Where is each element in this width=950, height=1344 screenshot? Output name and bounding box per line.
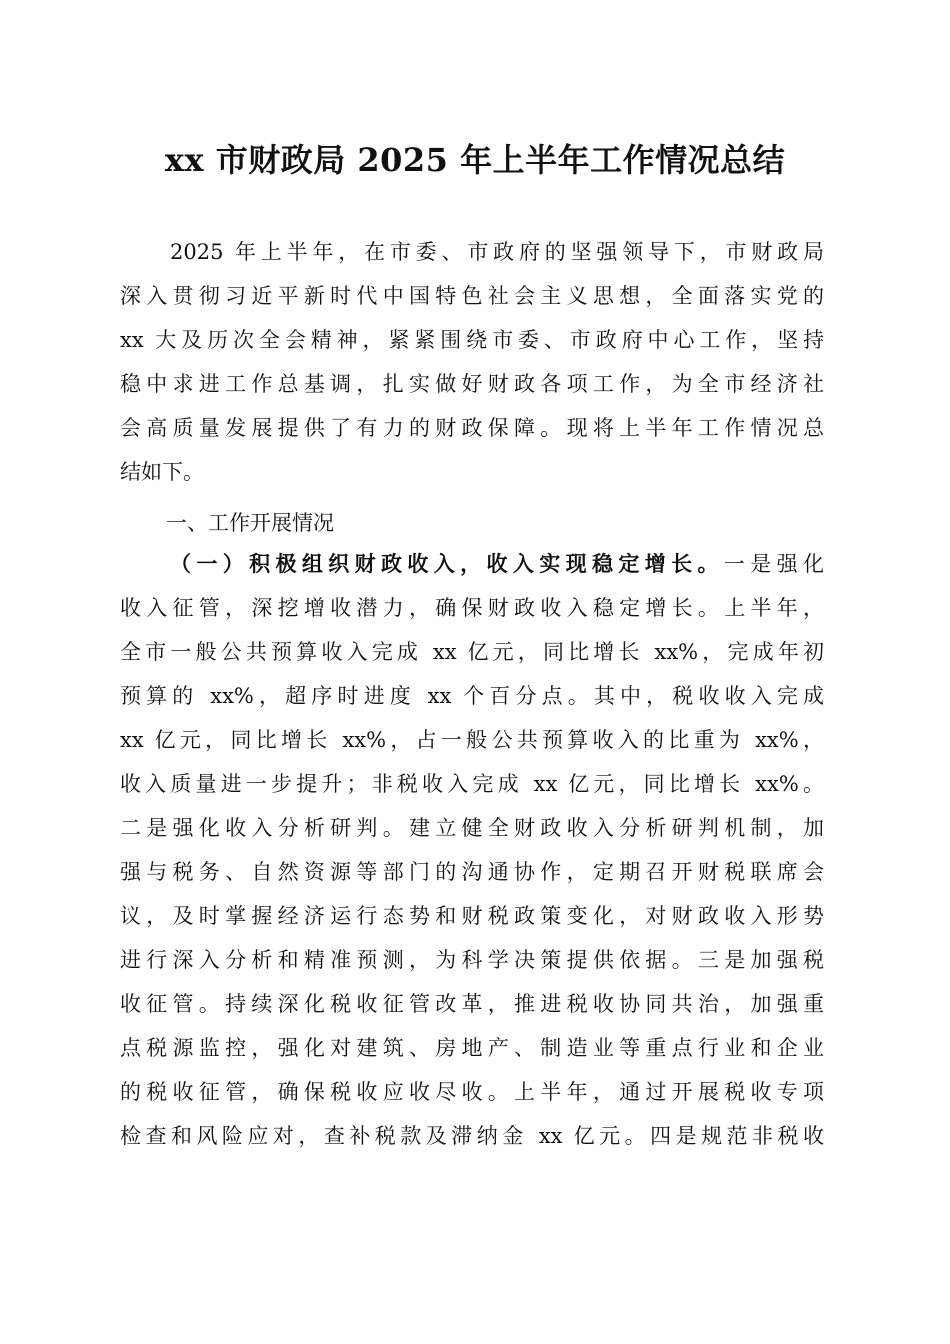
paragraph-line: 结如下。 [120, 460, 204, 484]
paragraph-line: 2025 年上半年，在市委、市政府的坚强领导下，市财政局 [170, 240, 824, 264]
document-title: xx 市财政局 2025 年上半年工作情况总结 [164, 141, 786, 179]
paragraph-line: xx 大及历次全会精神，紧紧围绕市委、市政府中心工作，坚持 [120, 328, 824, 352]
paragraph-line: 议，及时掌握经济运行态势和财税政策变化，对财政收入形势 [120, 904, 824, 928]
paragraph-line: 二是强化收入分析研判。建立健全财政收入分析研判机制，加 [120, 816, 824, 840]
paragraph-line: 收征管。持续深化税收征管改革，推进税收协同共治，加强重 [120, 992, 824, 1016]
subsection-lead: （一）积极组织财政收入，收入实现稳定增长。 [170, 551, 724, 576]
paragraph-line: 的税收征管，确保税收应收尽收。上半年，通过开展税收专项 [120, 1080, 824, 1104]
paragraph-line: 会高质量发展提供了有力的财政保障。现将上半年工作情况总 [120, 416, 824, 440]
paragraph-line: 收入征管，深挖增收潜力，确保财政收入稳定增长。上半年， [120, 596, 824, 620]
paragraph-line: 全市一般公共预算收入完成 xx 亿元，同比增长 xx%，完成年初 [120, 640, 824, 664]
paragraph-line: 预算的 xx%，超序时进度 xx 个百分点。其中，税收收入完成 [120, 684, 824, 708]
subsection-first-line [170, 549, 824, 579]
paragraph-line: 进行深入分析和精准预测，为科学决策提供依据。三是加强税 [120, 948, 824, 972]
paragraph-line: 检查和风险应对，查补税款及滞纳金 xx 亿元。四是规范非税收 [120, 1124, 824, 1148]
paragraph-line: 深入贯彻习近平新时代中国特色社会主义思想，全面落实党的 [120, 284, 824, 308]
subsection-first-rest: 一是强化 [723, 552, 824, 576]
paragraph-line: 强与税务、自然资源等部门的沟通协作，定期召开财税联席会 [120, 860, 824, 884]
paragraph-line: 稳中求进工作总基调，扎实做好财政各项工作，为全市经济社 [120, 372, 824, 396]
section-heading: 一、工作开展情况 [166, 511, 334, 535]
paragraph-line: 收入质量进一步提升；非税收入完成 xx 亿元，同比增长 xx%。 [120, 772, 824, 796]
paragraph-line: xx 亿元，同比增长 xx%，占一般公共预算收入的比重为 xx%， [120, 728, 824, 752]
paragraph-line: 点税源监控，强化对建筑、房地产、制造业等重点行业和企业 [120, 1036, 824, 1060]
